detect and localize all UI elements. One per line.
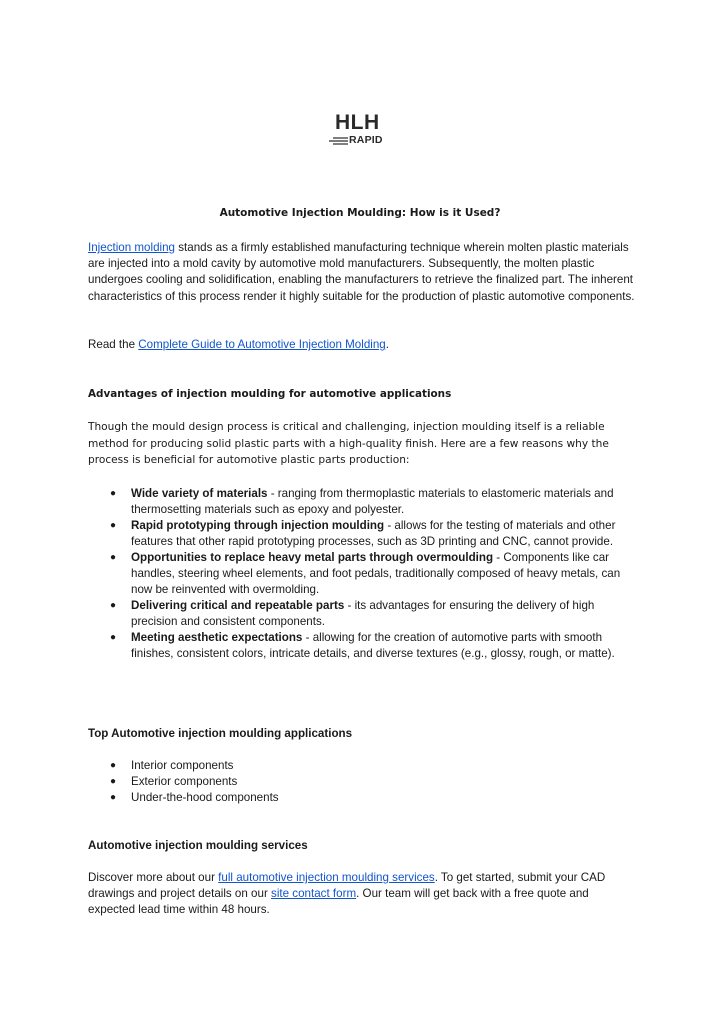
- logo-speed-lines-icon: [329, 137, 348, 145]
- bullet-icon: ●: [110, 776, 117, 787]
- intro-text: stands as a firmly established manufacturing technique wherein molten plastic materials are injected into a mold cavity by automotive mold manufacturers. Subsequently, the molten plastic undergoes cooling and solidification, enabling the manufacturers to retrieve the finalized part. The inherent characteristics of this process render it highly suitable for the production of plastic automotive components.: [88, 241, 635, 303]
- list-item: [88, 550, 636, 598]
- list-item: [88, 774, 636, 790]
- bullet-icon: ●: [110, 600, 117, 611]
- advantage-title: Wide variety of materials: [131, 487, 268, 500]
- bullet-icon: ●: [110, 520, 117, 531]
- logo-primary-text: HLH: [335, 111, 380, 134]
- advantage-text: - ranging from thermoplastic materials to elastomeric materials and thermosetting materials such as epoxy and polyester.: [131, 487, 614, 516]
- application-text: Exterior components: [131, 775, 238, 788]
- bullet-icon: ●: [110, 488, 117, 499]
- logo-secondary-text: RAPID: [349, 134, 383, 146]
- read-guide-suffix: .: [385, 338, 389, 351]
- advantage-text: - allowing for the creation of automotive parts with smooth finishes, consistent colors, intricate details, and diverse textures (e.g., glossy, rough, or matte).: [131, 631, 615, 660]
- application-text: Under-the-hood components: [131, 791, 279, 804]
- list-item: [88, 630, 636, 662]
- bullet-icon: ●: [110, 792, 117, 803]
- bullet-icon: ●: [110, 632, 117, 643]
- full-services-link[interactable]: full automotive injection moulding services: [218, 871, 435, 884]
- list-item: [88, 518, 636, 550]
- services-suffix: . Our team will get back with a free quote and expected lead time within 48 hours.: [88, 887, 589, 917]
- complete-guide-link[interactable]: Complete Guide to Automotive Injection Molding: [138, 338, 386, 351]
- advantage-text: - allows for the testing of materials and other features that other rapid prototyping processes, such as 3D printing and CNC, cannot provide.: [131, 519, 616, 548]
- list-item: [88, 758, 636, 774]
- list-item: [88, 598, 636, 630]
- services-middle: . To get started, submit your CAD drawings and project details on our: [88, 871, 606, 901]
- intro-paragraph: [88, 240, 636, 305]
- list-item: [88, 486, 636, 518]
- document-title: Automotive Injection Moulding: How is it Used?: [219, 207, 501, 219]
- advantages-heading: Advantages of injection moulding for automotive applications: [88, 388, 452, 400]
- applications-heading: Top Automotive injection moulding applications: [88, 727, 353, 740]
- advantages-intro: Though the mould design process is critical and challenging, injection moulding itself is a reliable method for producing solid plastic parts with a high-quality finish. Here are a few reasons why the process is beneficial for automotive plastic parts production:: [88, 421, 609, 466]
- services-prefix: Discover more about our: [88, 871, 219, 884]
- services-paragraph: [88, 870, 636, 919]
- advantage-title: Delivering critical and repeatable parts: [131, 599, 345, 612]
- advantage-title: Opportunities to replace heavy metal parts through overmoulding: [131, 551, 494, 564]
- injection-molding-link[interactable]: Injection molding: [88, 241, 176, 254]
- bullet-icon: ●: [110, 552, 117, 563]
- advantage-text: - its advantages for ensuring the delivery of high precision and consistent components.: [131, 599, 595, 628]
- application-text: Interior components: [131, 759, 234, 772]
- read-guide-paragraph: [88, 337, 636, 353]
- services-heading: Automotive injection moulding services: [88, 839, 308, 852]
- bullet-icon: ●: [110, 760, 117, 771]
- advantage-title: Meeting aesthetic expectations: [131, 631, 303, 644]
- advantages-list: [88, 486, 636, 662]
- advantage-text: - Components like car handles, steering wheel elements, and foot pedals, traditionally composed of heavy metals, can now be reinvented with overmolding.: [131, 551, 621, 596]
- site-contact-form-link[interactable]: site contact form: [271, 887, 357, 901]
- list-item: [88, 790, 636, 806]
- applications-list: [88, 758, 636, 806]
- hlh-rapid-logo: [328, 112, 390, 148]
- advantage-title: Rapid prototyping through injection moulding: [131, 519, 385, 532]
- read-guide-prefix: Read the: [88, 338, 139, 351]
